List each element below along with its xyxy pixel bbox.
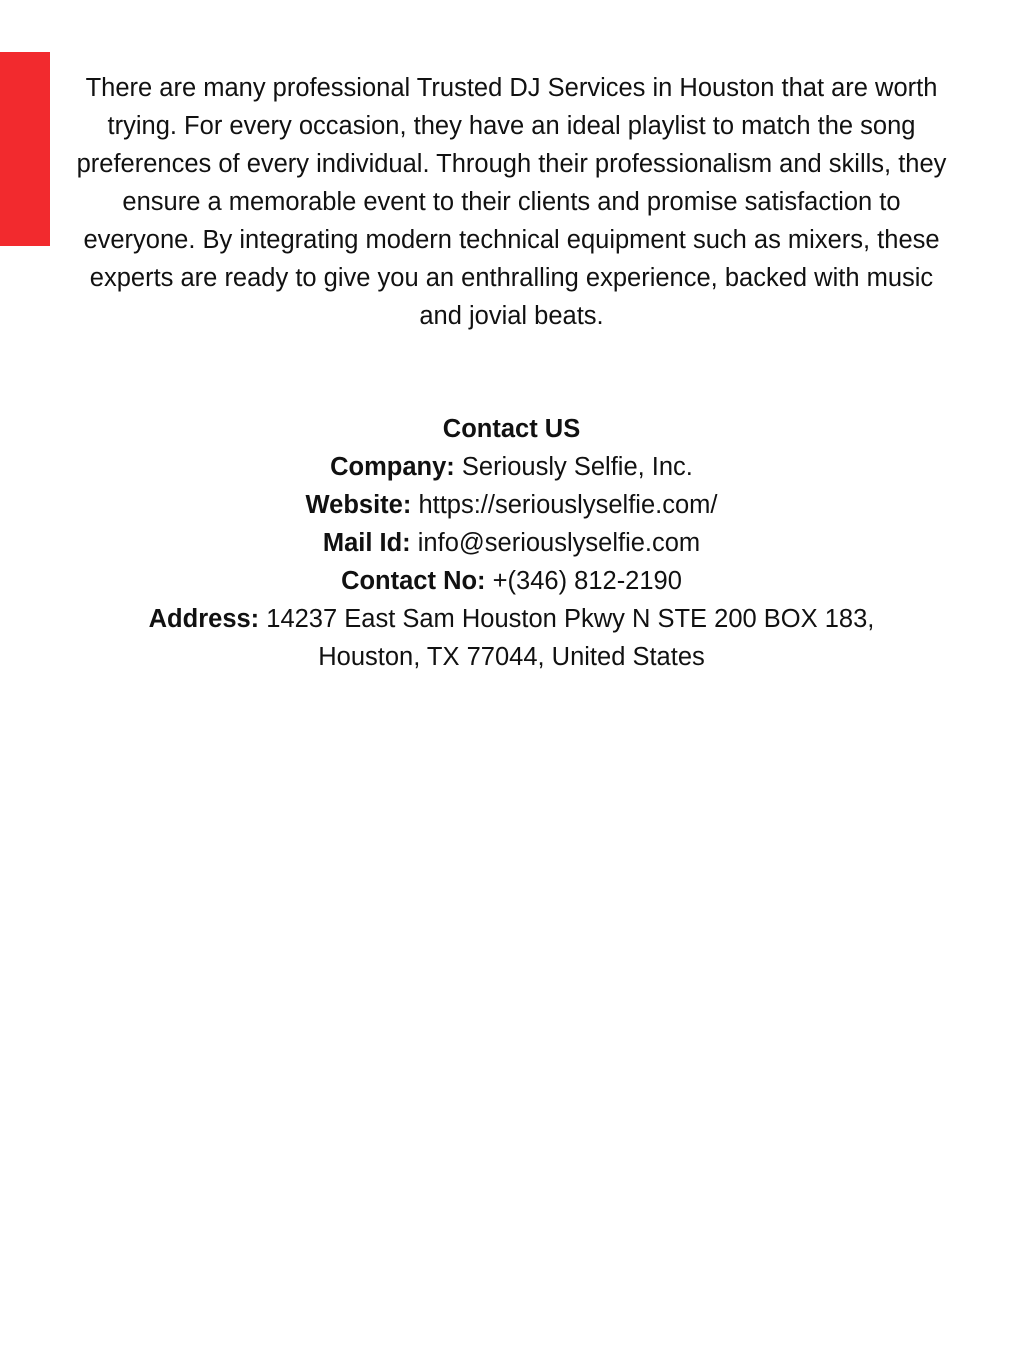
mail-row xyxy=(70,524,953,562)
contact-heading: Contact US xyxy=(442,415,581,443)
address-line-2: Houston, TX 77044, United States xyxy=(318,643,705,671)
company-label: Company: xyxy=(330,453,455,481)
mail-link[interactable]: info@seriouslyselfie.com xyxy=(417,529,701,557)
address-label: Address: xyxy=(148,605,260,633)
address-line-1: 14237 East Sam Houston Pkwy N STE 200 BOX 183, xyxy=(266,605,875,633)
website-row xyxy=(70,486,953,524)
phone-value: +(346) 812-2190 xyxy=(492,567,682,595)
phone-row xyxy=(70,562,953,600)
red-accent-bar xyxy=(0,52,50,246)
mail-label: Mail Id: xyxy=(322,529,411,557)
address-row xyxy=(70,600,953,638)
address-row-2 xyxy=(70,638,953,676)
website-label: Website: xyxy=(305,491,412,519)
phone-label: Contact No: xyxy=(341,567,486,595)
company-row xyxy=(70,448,953,486)
contact-section xyxy=(70,410,953,676)
website-link[interactable]: https://seriouslyselfie.com/ xyxy=(418,491,718,519)
intro-paragraph: There are many professional Trusted DJ Services in Houston that are worth trying. For every occasion, they have an ideal playlist to match the song preferences of every individual. Through their professionalism and skills, they ensure a memorable event to their clients and promise satisfaction to everyone. By integrating modern technical equipment such as mixers, these experts are ready to give you an enthralling experience, backed with music and jovial beats. xyxy=(76,74,947,330)
company-value: Seriously Selfie, Inc. xyxy=(461,453,693,481)
